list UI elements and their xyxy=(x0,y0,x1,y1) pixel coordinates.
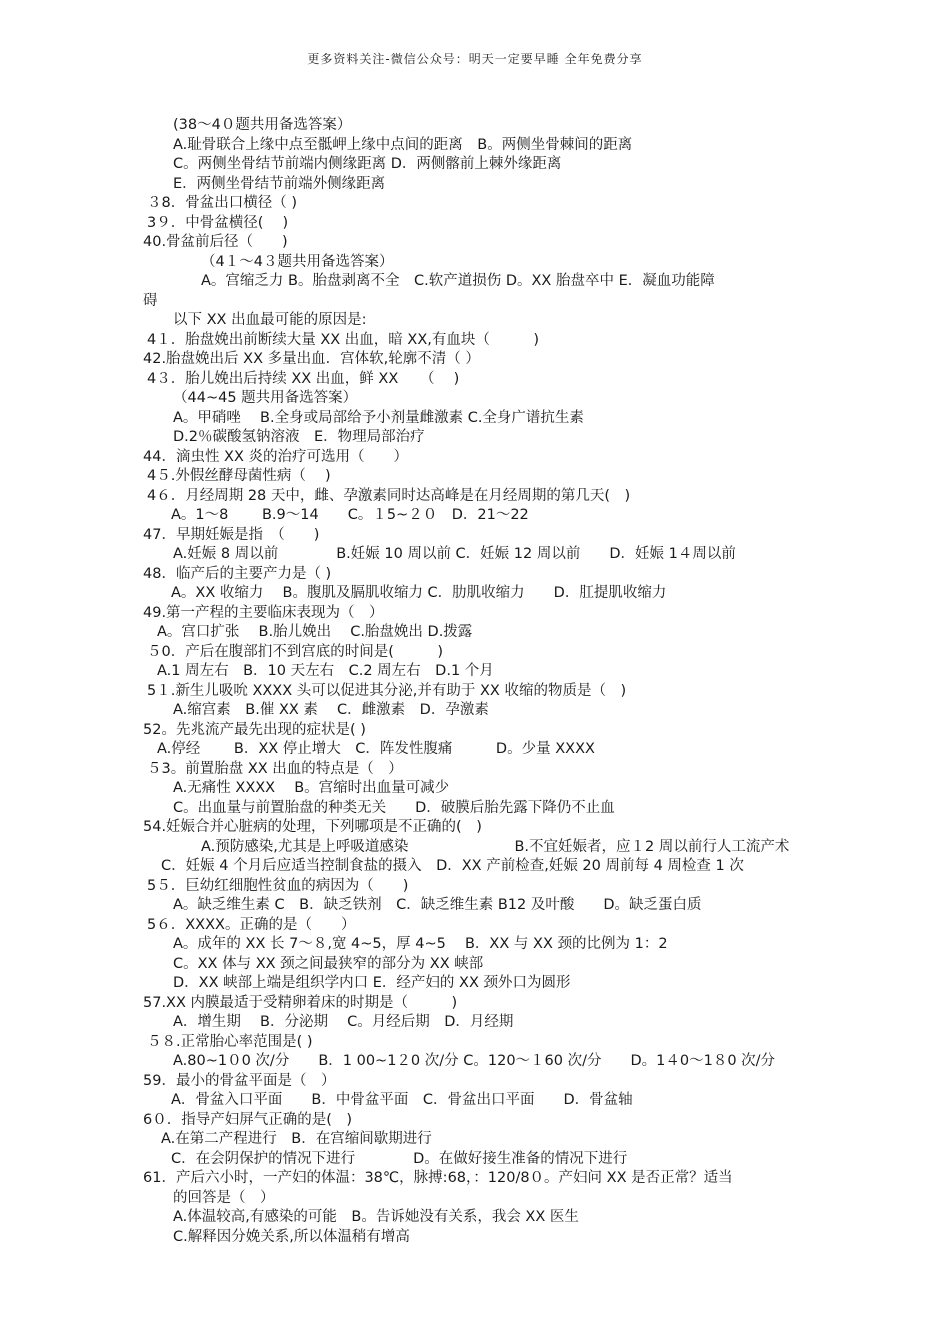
text-line: C。XX 体与 XX 颈之间最狭窄的部分为 XX 峡部 xyxy=(173,955,484,972)
text-line: A.预防感染,尤其是上呼吸道感染 B.不宜妊娠者，应１2 周以前行人工流产术 xyxy=(201,838,790,855)
text-line: D．XX 峡部上端是组织学内口 E．经产妇的 XX 颈外口为圆形 xyxy=(173,975,571,991)
text-line: A。成年的 XX 长 7～８,宽 4~5，厚 4~5 B．XX 与 XX 颈的比例为 1：2 xyxy=(173,936,668,952)
text-line: 44．滴虫性 XX 炎的治疗可选用（ ） xyxy=(143,448,409,465)
text-line: 碍 xyxy=(143,292,158,309)
text-line: A。1～8 B.9～14 C。１5~２０ D．21～22 xyxy=(171,507,529,523)
text-line: 5６．XXXX。正确的是（ ） xyxy=(147,916,356,933)
text-line: A。甲硝唑 B.全身或局部给予小剂量雌激素 C.全身广谱抗生素 xyxy=(173,409,584,426)
text-line: A。缺乏维生素 C B．缺乏铁剂 C．缺乏维生素 B12 及叶酸 D。缺乏蛋白质 xyxy=(173,897,702,913)
text-line: A。XX 收缩力 B。腹肌及膈肌收缩力 C．肋肌收缩力 D．肛提肌收缩力 xyxy=(171,585,667,601)
text-line: 40.骨盆前后径（ ) xyxy=(143,234,288,250)
page-header: 更多资料关注-微信公众号：明天一定要早睡 全年免费分享 xyxy=(307,52,643,66)
text-line: A．骨盆入口平面 B．中骨盆平面 C．骨盆出口平面 D．骨盆轴 xyxy=(171,1092,633,1108)
text-line: 4３．胎儿娩出后持续 XX 出血，鲜 XX （ ) xyxy=(147,370,460,387)
text-line: A.体温较高,有感染的可能 B。告诉她没有关系，我会 XX 医生 xyxy=(173,1209,579,1225)
text-line: 6０．指导产妇屏气正确的是( ) xyxy=(143,1111,353,1128)
text-line: ５3。前置胎盘 XX 出血的特点是（ ） xyxy=(147,760,403,777)
text-line: 48．临产后的主要产力是（ ) xyxy=(143,565,332,582)
text-line: ５８.正常胎心率范围是( ) xyxy=(147,1033,313,1050)
text-line: ３8．骨盆出口横径（ ) xyxy=(147,195,297,211)
text-line: （44~45 题共用备选答案） xyxy=(173,390,358,406)
text-line: 的回答是（ ） xyxy=(173,1189,275,1206)
text-line: 47．早期妊娠是指 （ ) xyxy=(143,526,320,543)
text-line: C．妊娠 4 个月后应适当控制食盐的摄入 D．XX 产前检查,妊娠 20 周前每 4 周检查 1 次 xyxy=(161,858,744,874)
text-line: A.耻骨联合上缘中点至骶岬上缘中点间的距离 B。两侧坐骨棘间的距离 xyxy=(173,136,633,153)
text-line: 57.XX 内膜最适于受精卵着床的时期是（ ) xyxy=(143,994,458,1011)
text-line: 42.胎盘娩出后 XX 多量出血．宫体软,轮廓不清（ ） xyxy=(143,351,480,367)
text-line: 59．最小的骨盆平面是（ ） xyxy=(143,1072,336,1089)
text-line: C．在会阴保护的情况下进行 D。在做好接生准备的情况下进行 xyxy=(171,1150,628,1167)
text-line: 以下 XX 出血最可能的原因是: xyxy=(173,312,367,328)
text-line: 52。先兆流产最先出现的症状是( ) xyxy=(143,721,366,738)
text-line: （4１～4３题共用备选答案） xyxy=(201,253,394,270)
text-line: E．两侧坐骨结节前端外侧缘距离 xyxy=(173,175,386,192)
text-line: 3９．中骨盆横径( ) xyxy=(147,214,289,231)
text-line: 5１.新生儿吸吮 XXXX 头可以促进其分泌,并有助于 XX 收缩的物质是（ ) xyxy=(147,682,627,699)
text-line: 54.妊娠合并心脏病的处理，下列哪项是不正确的( ) xyxy=(143,819,482,835)
text-line: A.在第二产程进行 B．在宫缩间歇期进行 xyxy=(161,1131,432,1147)
text-line: 4５.外假丝酵母菌性病（ ) xyxy=(147,468,331,484)
text-line: 4６．月经周期 28 天中，雌、孕激素同时达高峰是在月经周期的第几天( ) xyxy=(147,487,631,504)
text-line: 4１．胎盘娩出前断续大量 XX 出血，暗 XX,有血块（ ) xyxy=(147,331,540,348)
text-line: C。出血量与前置胎盘的种类无关 D．破膜后胎先露下降仍不止血 xyxy=(173,799,615,816)
question-list xyxy=(143,116,833,1247)
text-line: A.1 周左右 B．10 天左右 C.2 周左右 D.1 个月 xyxy=(157,663,494,679)
text-line: 5５．巨幼红细胞性贫血的病因为（ ) xyxy=(147,877,409,894)
text-line: 49.第一产程的主要临床表现为（ ） xyxy=(143,604,384,621)
text-line: A。宫口扩张 B.胎儿娩出 C.胎盘娩出 D.拨露 xyxy=(157,624,473,640)
text-line: A.无痛性 XXXX B。宫缩时出血量可减少 xyxy=(173,780,450,796)
text-line: D.2％碳酸氢钠溶液 E．物理局部治疗 xyxy=(173,429,425,445)
text-line: A。宫缩乏力 B。胎盘剥离不全 C.软产道损伤 D。XX 胎盘卒中 E．凝血功能障 xyxy=(201,273,715,289)
text-line: A.80~1０0 次/分 B．1 00~1２0 次/分 C。120～１60 次/分 D。1４0～1８0 次/分 xyxy=(173,1053,776,1069)
text-line: C.解释因分娩关系,所以体温稍有增高 xyxy=(173,1228,410,1245)
text-line: (38～4０题共用备选答案） xyxy=(173,117,352,133)
text-line: A.妊娠 8 周以前 B.妊娠 10 周以前 C．妊娠 12 周以前 D．妊娠 1４周以前 xyxy=(173,546,736,562)
text-line: A.缩宫素 B.催 XX 素 C．雌激素 D．孕激素 xyxy=(173,702,489,718)
text-line: ５0．产后在腹部扪不到宫底的时间是( ) xyxy=(147,643,444,660)
text-line: A.停经 B．XX 停止增大 C．阵发性腹痛 D。少量 XXXX xyxy=(157,741,595,757)
text-line: 61．产后六小时，一产妇的体温：38℃，脉搏:68，：120/8０。产妇问 XX 是否正常？适当 xyxy=(143,1170,733,1186)
text-line: C。两侧坐骨结节前端内侧缘距离 D．两侧髂前上棘外缘距离 xyxy=(173,156,562,172)
text-line: A．增生期 B．分泌期 C。月经后期 D．月经期 xyxy=(173,1014,514,1030)
